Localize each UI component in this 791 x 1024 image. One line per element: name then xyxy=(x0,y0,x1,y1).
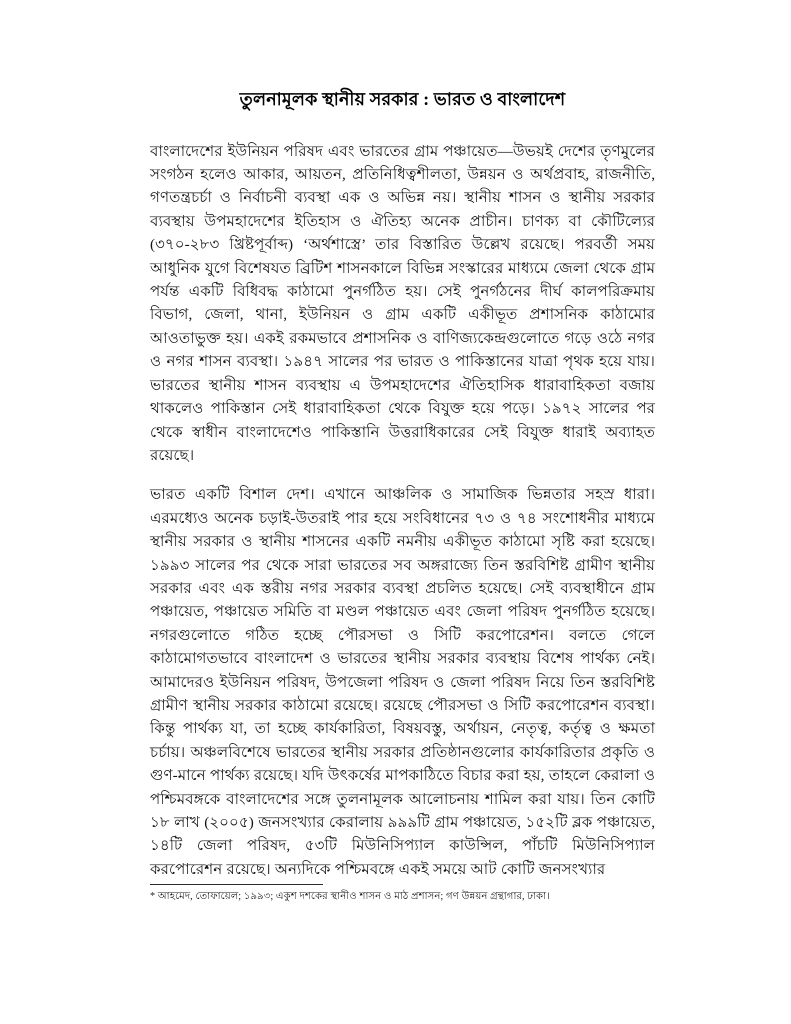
paragraph-2: ভারত একটি বিশাল দেশ। এখানে আঞ্চলিক ও সামাজিক ভিন্নতার সহস্র ধারা। এরমধ্যেও অনেক চড়াই-উতরাই পার হয়ে সংবিধানের ৭৩ ও ৭৪ সংশোধনীর মাধ্যমে স্থানীয় সরকার ও স্থানীয় শাসনের একটি নমনীয় একীভূত কাঠামো সৃষ্টি করা হয়েছে। ১৯৯৩ সালের পর থেকে সারা ভারতের সব অঙ্গরাজ্যে তিন স্তরবিশিষ্ট গ্রামীণ স্থানীয় সরকার এবং এক স্তরীয় নগর সরকার ব্যবস্থা প্রচলিত হয়েছে। সেই ব্যবস্থাধীনে গ্রাম পঞ্চায়েত, পঞ্চায়েত সমিতি বা মণ্ডল পঞ্চায়েত এবং জেলা পরিষদ পুনর্গঠিত হয়েছে। নগরগুলোতে গঠিত হচ্ছে পৌরসভা ও সিটি করপোরেশন। বলতে গেলে কাঠামোগতভাবে বাংলাদেশ ও ভারতের স্থানীয় সরকার ব্যবস্থায় বিশেষ পার্থক্য নেই। আমাদেরও ইউনিয়ন পরিষদ, উপজেলা পরিষদ ও জেলা পরিষদ নিয়ে তিন স্তরবিশিষ্ট গ্রামীণ স্থানীয় সরকার কাঠামো রয়েছে। রয়েছে পৌরসভা ও সিটি করপোরেশন ব্যবস্থা। কিন্তু পার্থক্য যা, তা হচ্ছে কার্যকারিতা, বিষয়বস্তু, অর্থায়ন, নেতৃত্ব, কর্তৃত্ব ও ক্ষমতা চর্চায়। অঞ্চলবিশেষে ভারতের স্থানীয় সরকার প্রতিষ্ঠানগুলোর কার্যকারিতার প্রকৃতি ও গুণ-মানে পার্থক্য রয়েছে। যদি উৎকর্ষের মাপকাঠিতে বিচার করা হয়, তাহলে কেরালা ও পশ্চিমবঙ্গকে বাংলাদেশের সঙ্গে তুলনামূলক আলোচনায় শামিল করা যায়। তিন কোটি ১৮ লাখ (২০০৫) জনসংখ্যার কেরালায় ৯৯৯টি গ্রাম পঞ্চায়েত, ১৫২টি ব্লক পঞ্চায়েত, ১৪টি জেলা পরিষদ, ৫৩টি মিউনিসিপ্যাল কাউন্সিল, পাঁচটি মিউনিসিপ্যাল করপোরেশন রয়েছে। অন্যদিকে পশ্চিমবঙ্গে একই সময়ে আট কোটি জনসংখ্যার xyxy=(150,486,655,878)
paragraph-1: বাংলাদেশের ইউনিয়ন পরিষদ এবং ভারতের গ্রাম পঞ্চায়েত—উভয়ই দেশের তৃণমুলের সংগঠন হলেও আকার, আয়তন, প্রতিনিধিত্বশীলতা, উন্নয়ন ও অর্থপ্রবাহ, রাজনীতি, গণতন্ত্রচর্চা ও নির্বাচনী ব্যবস্থা এক ও অভিন্ন নয়। স্থানীয় শাসন ও স্থানীয় সরকার ব্যবস্থায় উপমহাদেশের ইতিহাস ও ঐতিহ্য অনেক প্রাচীন। চাণক্য বা কৌটিল্যের (৩৭০-২৮৩ খ্রিষ্টপূর্বাব্দ) ‘অর্থশাস্ত্রে’ তার বিস্তারিত উল্লেখ রয়েছে। পরবর্তী সময় আধুনিক যুগে বিশেষযত ব্রিটিশ শাসনকালে বিভিন্ন সংস্কারের মাধ্যমে জেলা থেকে গ্রাম পর্যন্ত একটি বিধিবদ্ধ কাঠামো পুনর্গঠিত হয়। সেই পুনর্গঠনের দীর্ঘ কালপরিক্রমায় বিভাগ, জেলা, থানা, ইউনিয়ন ও গ্রাম একটি একীভূত প্রশাসনিক কাঠামোর আওতাভুক্ত হয়। একই রকমভাবে প্রশাসনিক ও বাণিজ্যকেন্দ্রগুলোতে গড়ে ওঠে নগর ও নগর শাসন ব্যবস্থা। ১৯৪৭ সালের পর ভারত ও পাকিস্তানের যাত্রা পৃথক হয়ে যায়। ভারতের স্থানীয় শাসন ব্যবস্থায় এ উপমহাদেশের ঐতিহাসিক ধারাবাহিকতা বজায় থাকলেও পাকিস্তান সেই ধারাবাহিকতা থেকে বিযুক্ত হয়ে পড়ে। ১৯৭২ সালের পর থেকে স্বাধীন বাংলাদেশেও পাকিস্তানি উত্তরাধিকারের সেই বিযুক্ত ধারাই অব্যাহত রয়েছে। xyxy=(150,142,655,464)
footnote-text: * আহমেদ, তোফায়েল; ১৯৯৩; একুশ দশকের স্থানীও শাসন ও মাঠ প্রশাসন; গণ উন্নয়ন গ্রন্থাগার, ঢাকা। xyxy=(150,891,550,902)
footnote-separator xyxy=(150,884,323,885)
document-body xyxy=(150,88,655,881)
page-title: তুলনামূলক স্থানীয় সরকার : ভারত ও বাংলাদেশ xyxy=(239,89,566,109)
footnote-area xyxy=(150,884,655,904)
